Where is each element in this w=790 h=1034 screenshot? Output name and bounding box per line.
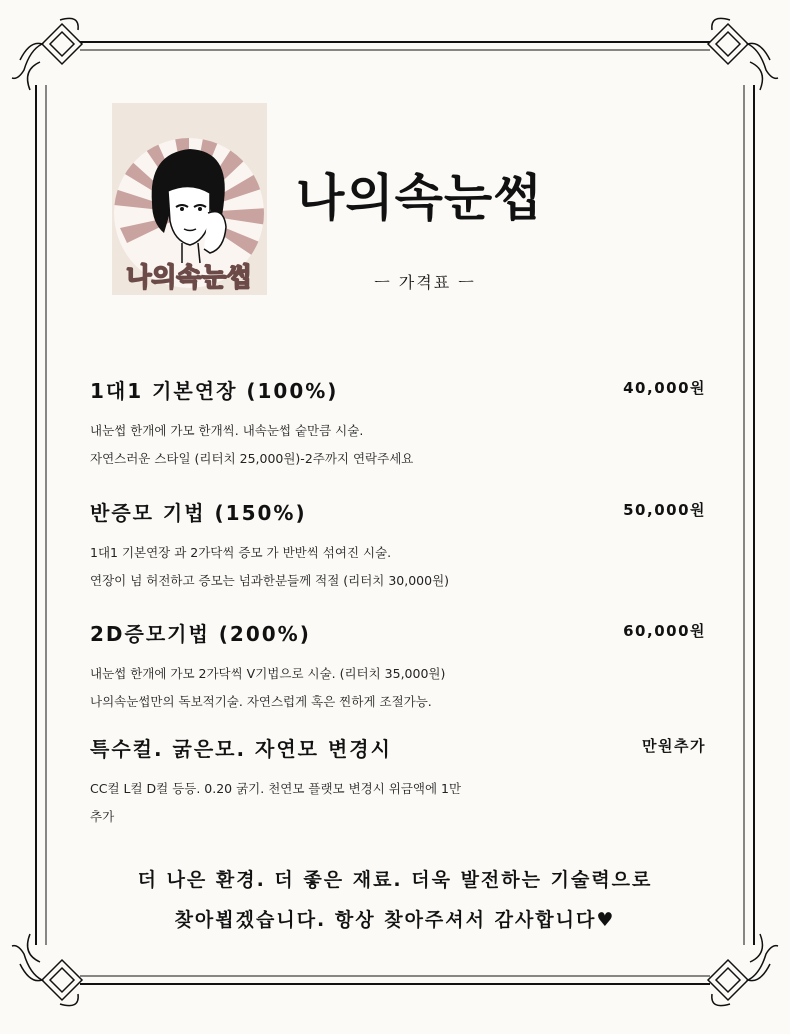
closing-line: 더 나은 환경. 더 좋은 재료. 더욱 발전하는 기술력으로 [137,869,653,891]
brand-logo [112,103,267,295]
menu-item-price: 40,000원 [623,379,706,397]
description-line: 추가 [90,809,115,824]
menu-item-description [90,660,540,716]
menu-item-name: 반증모 기법 (150%) [90,501,307,525]
description-line: 나의속눈썹만의 독보적기술. 자연스럽게 혹은 찐하게 조절가능. [90,694,432,709]
description-line: 1대1 기본연장 과 2가닥씩 증모 가 반반씩 섞여진 시술. [90,545,392,560]
description-line: 자연스러운 스타일 (리터치 25,000원)-2주까지 연락주세요 [90,451,414,466]
menu-item-description [90,539,540,595]
menu-item-description [90,775,540,831]
closing-line: 찾아뵙겠습니다. 항상 찾아주셔서 감사합니다♥ [174,909,616,931]
description-line: CC컬 L컬 D컬 등등. 0.20 굵기. 천연모 플랫모 변경시 위금액에 1만 [90,781,462,796]
description-line: 연장이 넘 허전하고 증모는 넘과한분들께 적절 (리터치 30,000원) [90,573,450,588]
menu-item-name: 1대1 기본연장 (100%) [90,379,339,403]
corner-ornament-top-right [708,18,778,90]
page-subtitle: ㅡ 가격표 ㅡ [374,273,476,292]
closing-message [0,860,790,940]
description-line: 내눈썹 한개에 가모 한개씩. 내속눈썹 숱만큼 시술. [90,423,364,438]
corner-ornament-bottom-right [708,934,778,1006]
corner-ornament-top-left [12,18,82,90]
menu-item-price: 50,000원 [623,501,706,519]
menu-item-description [90,417,540,473]
logo-text: 나의속눈썹 [126,263,252,293]
corner-ornament-bottom-left [12,934,82,1006]
menu-item-price: 만원추가 [642,737,706,755]
description-line: 내눈썹 한개에 가모 2가닥씩 V기법으로 시술. (리터치 35,000원) [90,666,446,681]
menu-item-name: 2D증모기법 (200%) [90,622,311,646]
menu-item-price: 60,000원 [623,622,706,640]
menu-item-name: 특수컬. 굵은모. 자연모 변경시 [90,737,392,761]
page-title: 나의속눈썹 [296,169,543,227]
